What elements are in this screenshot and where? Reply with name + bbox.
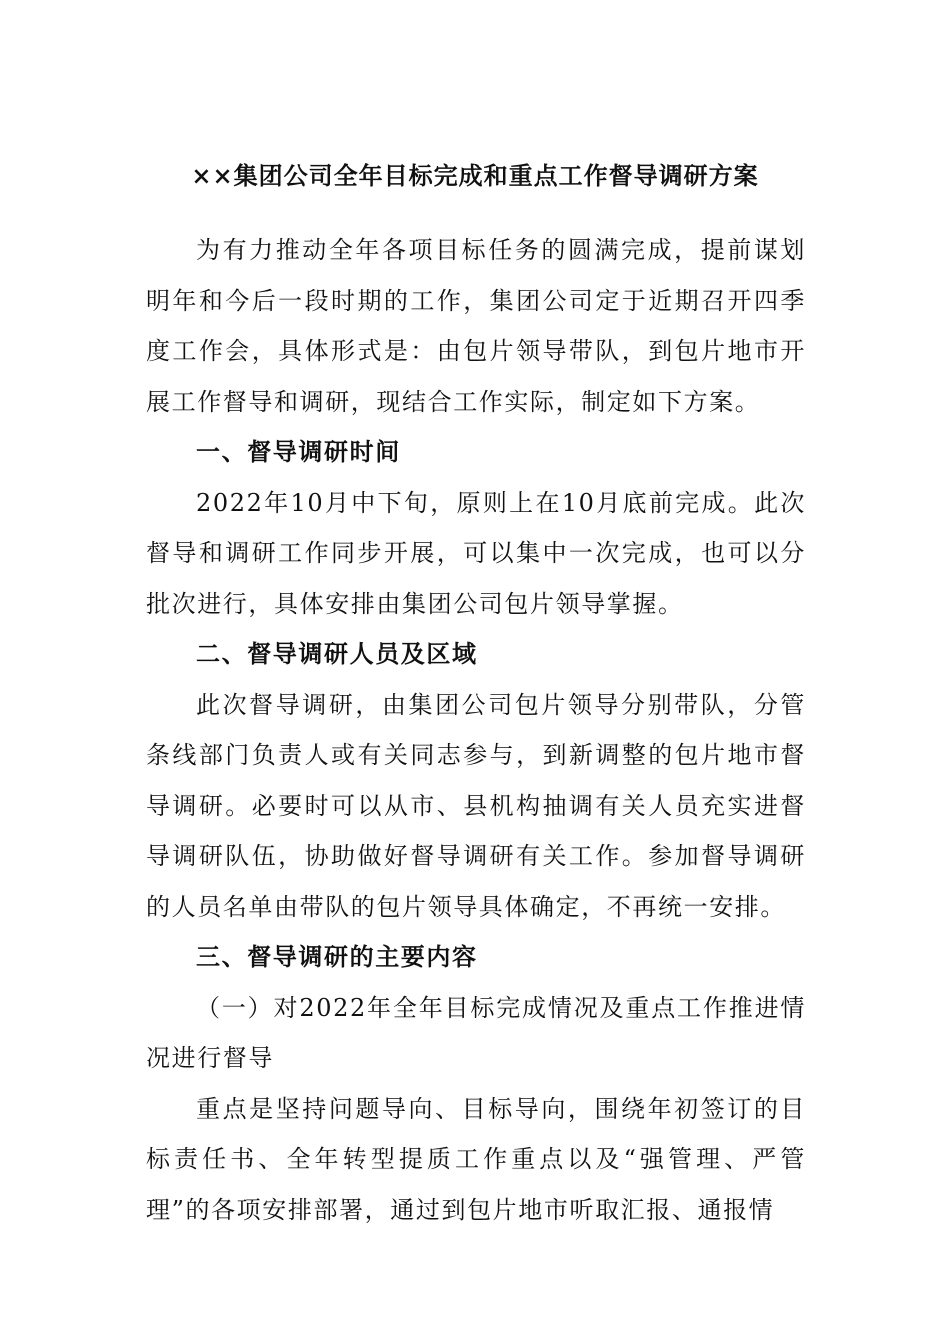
- subsection-heading-1: （一）对2022年全年目标完成情况及重点工作推进情况进行督导: [146, 993, 806, 1072]
- document-body: [146, 225, 806, 1235]
- content-paragraph: 重点是坚持问题导向、目标导向，围绕年初签订的目标责任书、全年转型提质工作重点以及“强管理、严管理”的各项安排部署，通过到包片地市听取汇报、通报情: [146, 1094, 806, 1224]
- personnel-paragraph: 此次督导调研，由集团公司包片领导分别带队，分管条线部门负责人或有关同志参与，到新调整的包片地市督导调研。必要时可以从市、县机构抽调有关人员充实进督导调研队伍，协助做好督导调研有关工作。参加督导调研的人员名单由带队的包片领导具体确定，不再统一安排。: [146, 690, 806, 921]
- section-heading-content: 三、督导调研的主要内容: [196, 942, 478, 971]
- document-title: ××集团公司全年目标完成和重点工作督导调研方案: [191, 161, 759, 190]
- intro-paragraph: 为有力推动全年各项目标任务的圆满完成，提前谋划明年和今后一段时期的工作，集团公司定于近期召开四季度工作会，具体形式是：由包片领导带队，到包片地市开展工作督导和调研，现结合工作实际，制定如下方案。: [146, 236, 806, 416]
- section-heading-personnel: 二、督导调研人员及区域: [196, 639, 478, 668]
- section-heading-time: 一、督导调研时间: [196, 437, 401, 466]
- time-paragraph: 2022年10月中下旬，原则上在10月底前完成。此次督导和调研工作同步开展，可以集中一次完成，也可以分批次进行，具体安排由集团公司包片领导掌握。: [146, 488, 806, 618]
